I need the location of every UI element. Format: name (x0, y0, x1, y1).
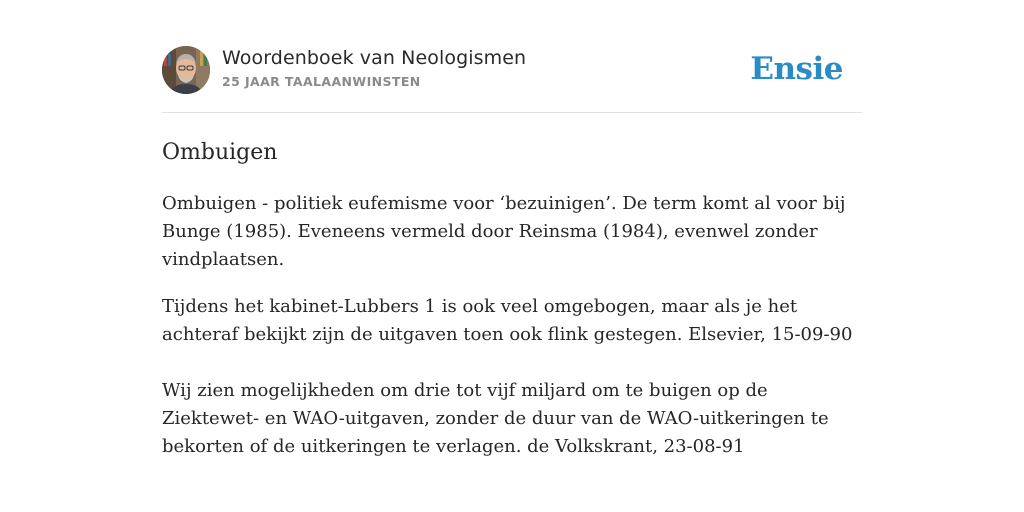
source-info (222, 46, 526, 90)
source-title[interactable]: Woordenboek van Neologismen (222, 47, 527, 69)
entry-title: Ombuigen (162, 140, 278, 165)
source-subtitle: 25 JAAR TAALAANWINSTEN (222, 74, 421, 89)
entry-quote-2: Wij zien mogelijkheden om drie tot vijf miljard om te buigen op de Ziektewet- en WAO-uitgaven, zonder de duur van de WAO-uitkeringen te bekorten of de uitkeringen te verlagen. de Volkskrant, 23-08-91 (162, 380, 829, 457)
author-portrait-icon (162, 46, 210, 94)
brand-logo[interactable]: Ensie (750, 51, 843, 87)
entry-header (162, 46, 862, 113)
entry-quote-1: Tijdens het kabinet-Lubbers 1 is ook veel omgebogen, maar als je het achteraf bekijkt zijn de uitgaven toen ook flink gestegen. Elsevier, 15-09-90 (162, 296, 853, 345)
author-avatar[interactable] (162, 46, 210, 94)
entry-definition: Ombuigen - politiek eufemisme voor ‘bezuinigen’. De term komt al voor bij Bunge (1985). Eveneens vermeld door Reinsma (1984), evenwel zonder vindplaatsen. (162, 193, 846, 270)
entry-card (162, 46, 862, 461)
